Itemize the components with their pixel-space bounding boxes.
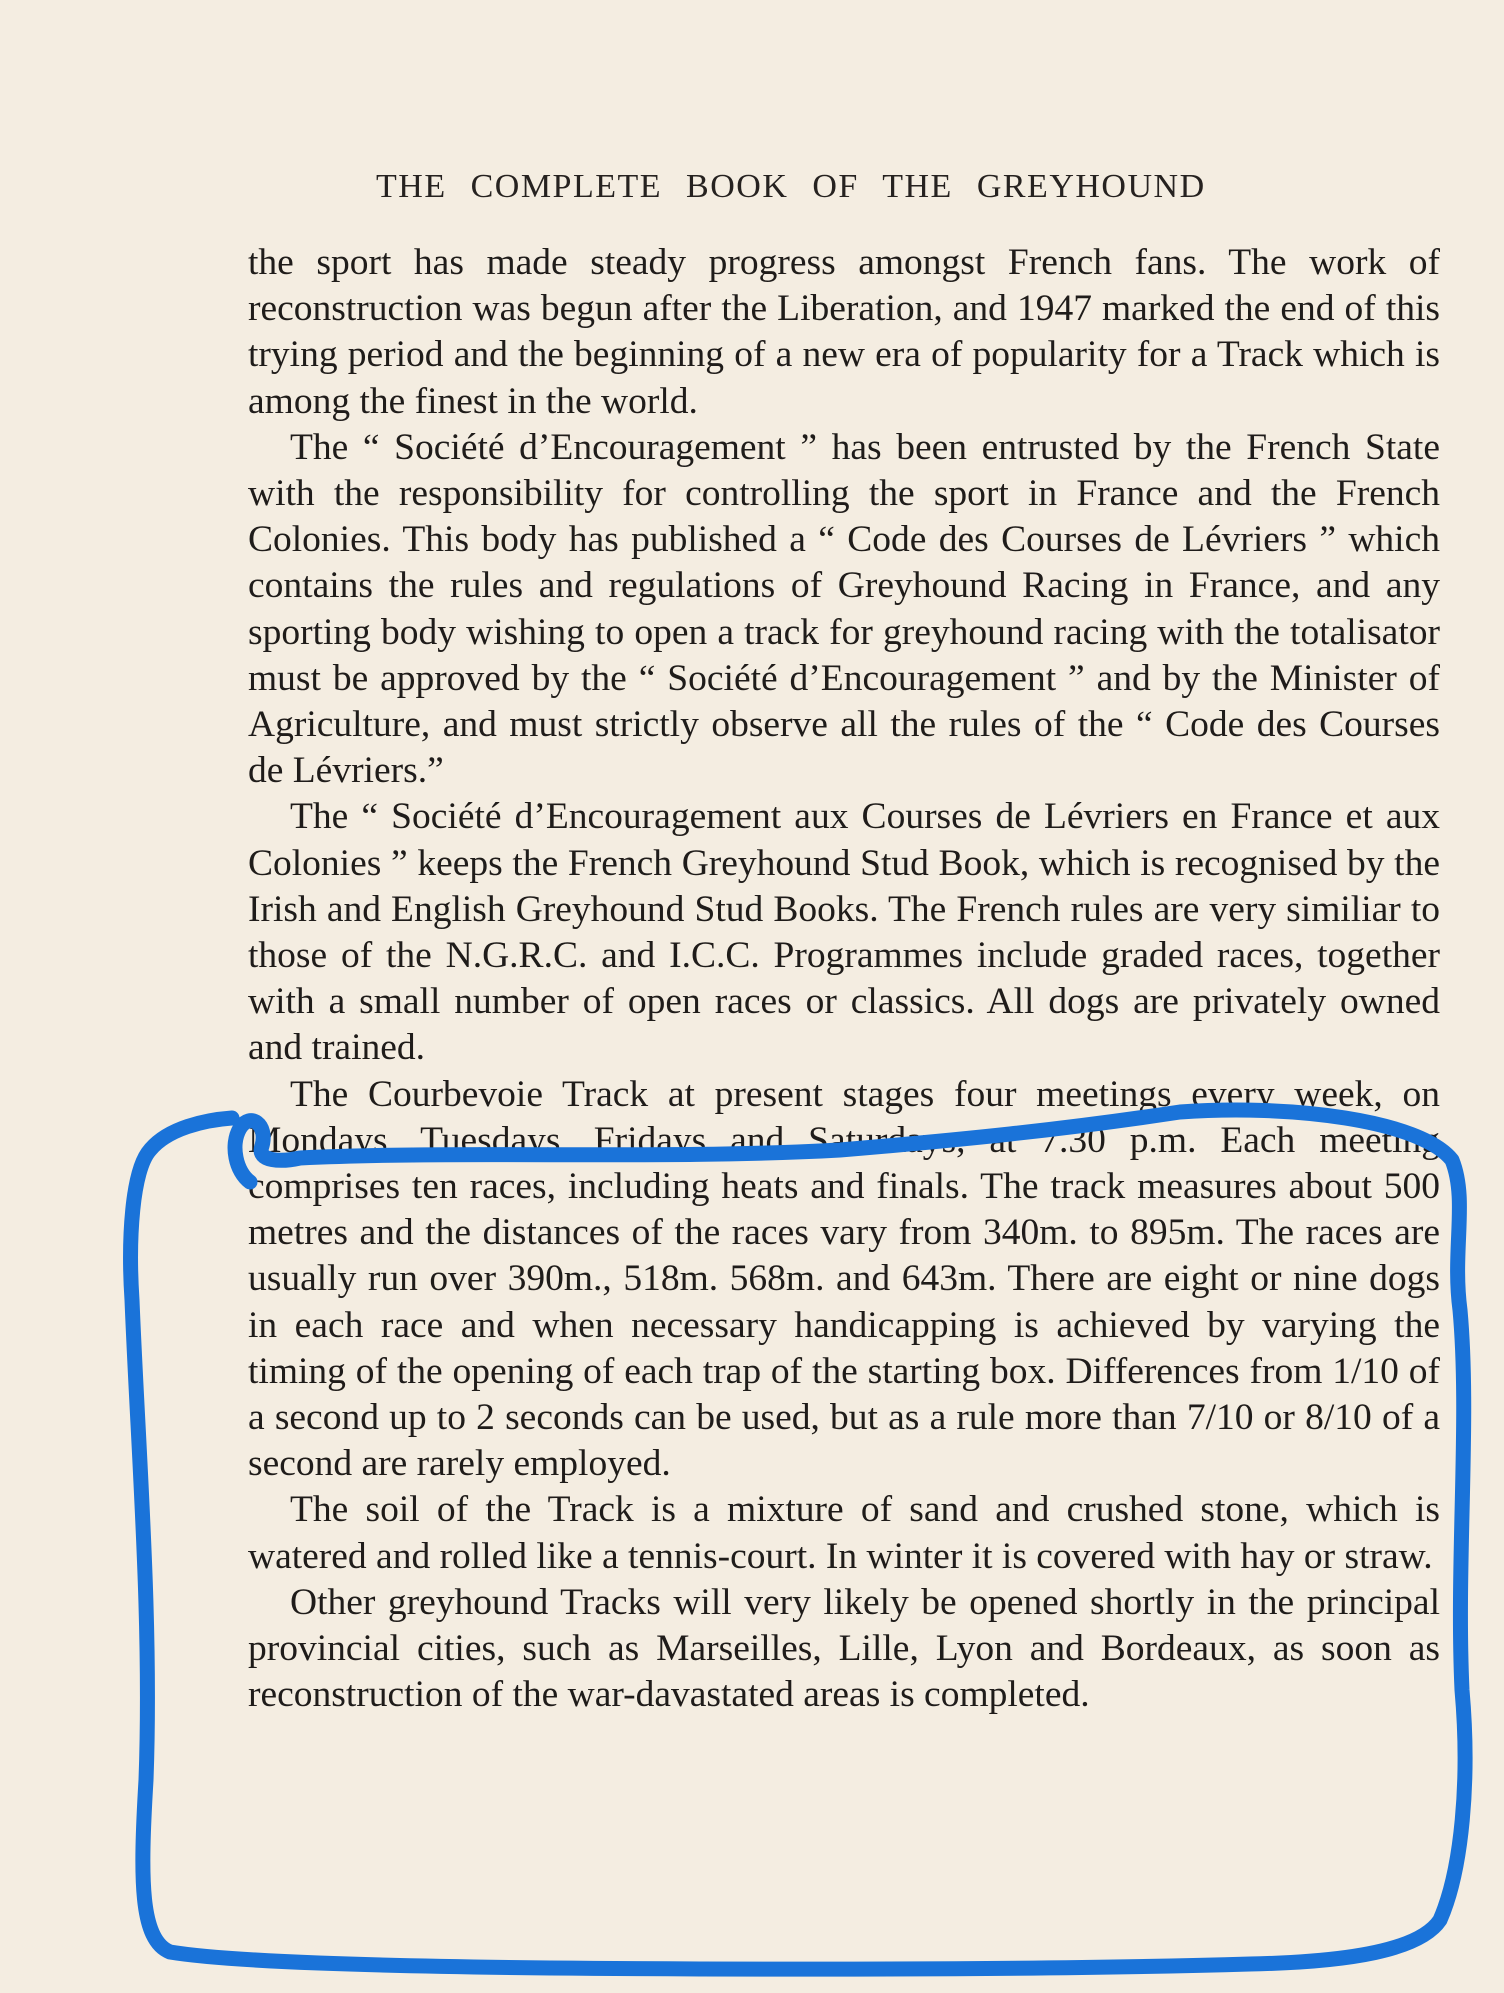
running-head: THE COMPLETE BOOK OF THE GREYHOUND	[376, 168, 1206, 205]
paragraph-courbevoie-track: The Courbevoie Track at present stages four meetings every week, on Mondays, Tuesdays, Fridays and Saturdays, at 7.30 p.m. Each meeting comprises ten races, including heats and finals. The track measures about 500 metres and the distances of the races vary from 340m. to 895m. The races are usually run over 390m., 518m. 568m. and 643m. There are eight or nine dogs in each race and when necessary handicapping is achieved by varying the timing of the opening of each trap of the starting box. Differences from 1/10 of a second up to 2 seconds can be used, but as a rule more than 7/10 or 8/10 of a second are rarely employed.	[248, 1073, 1440, 1485]
paragraph-societe-encouragement: The “ Société d’Encouragement ” has been entrusted by the French State with the responsibility for controlling the sport in France and the French Colonies. This body has published a “ Code des Courses de Lévriers ” which contains the rules and regulations of Greyhound Racing in France, and any sporting body wishing to open a track for greyhound racing with the totalisator must be approved by the “ Société d’Encouragement ” and by the Minister of Agriculture, and must strictly observe all the rules of the “ Code des Courses de Lévriers.”	[248, 426, 1440, 792]
paragraph-stud-book: The “ Société d’Encouragement aux Courses de Lévriers en France et aux Colonies ” keeps the French Greyhound Stud Book, which is recognised by the Irish and English Greyhound Stud Books. The French rules are very similiar to those of the N.G.R.C. and I.C.C. Programmes include graded races, together with a small number of open races or classics. All dogs are privately owned and trained.	[248, 796, 1440, 1069]
paragraph-other-tracks: Other greyhound Tracks will very likely be opened shortly in the principal provincial cities, such as Marseilles, Lille, Lyon and Bordeaux, as soon as reconstruction of the war-davastated areas is completed.	[248, 1581, 1440, 1716]
paragraph-track-soil: The soil of the Track is a mixture of sand and crushed stone, which is watered and rolled like a tennis-court. In winter it is covered with hay or straw.	[248, 1489, 1440, 1577]
paragraph-sport-progress: the sport has made steady progress amongst French fans. The work of reconstruction was begun after the Liberation, and 1947 marked the end of this trying period and the beginning of a new era of popularity for a Track which is among the finest in the world.	[248, 242, 1440, 422]
body-text	[248, 240, 1440, 1719]
